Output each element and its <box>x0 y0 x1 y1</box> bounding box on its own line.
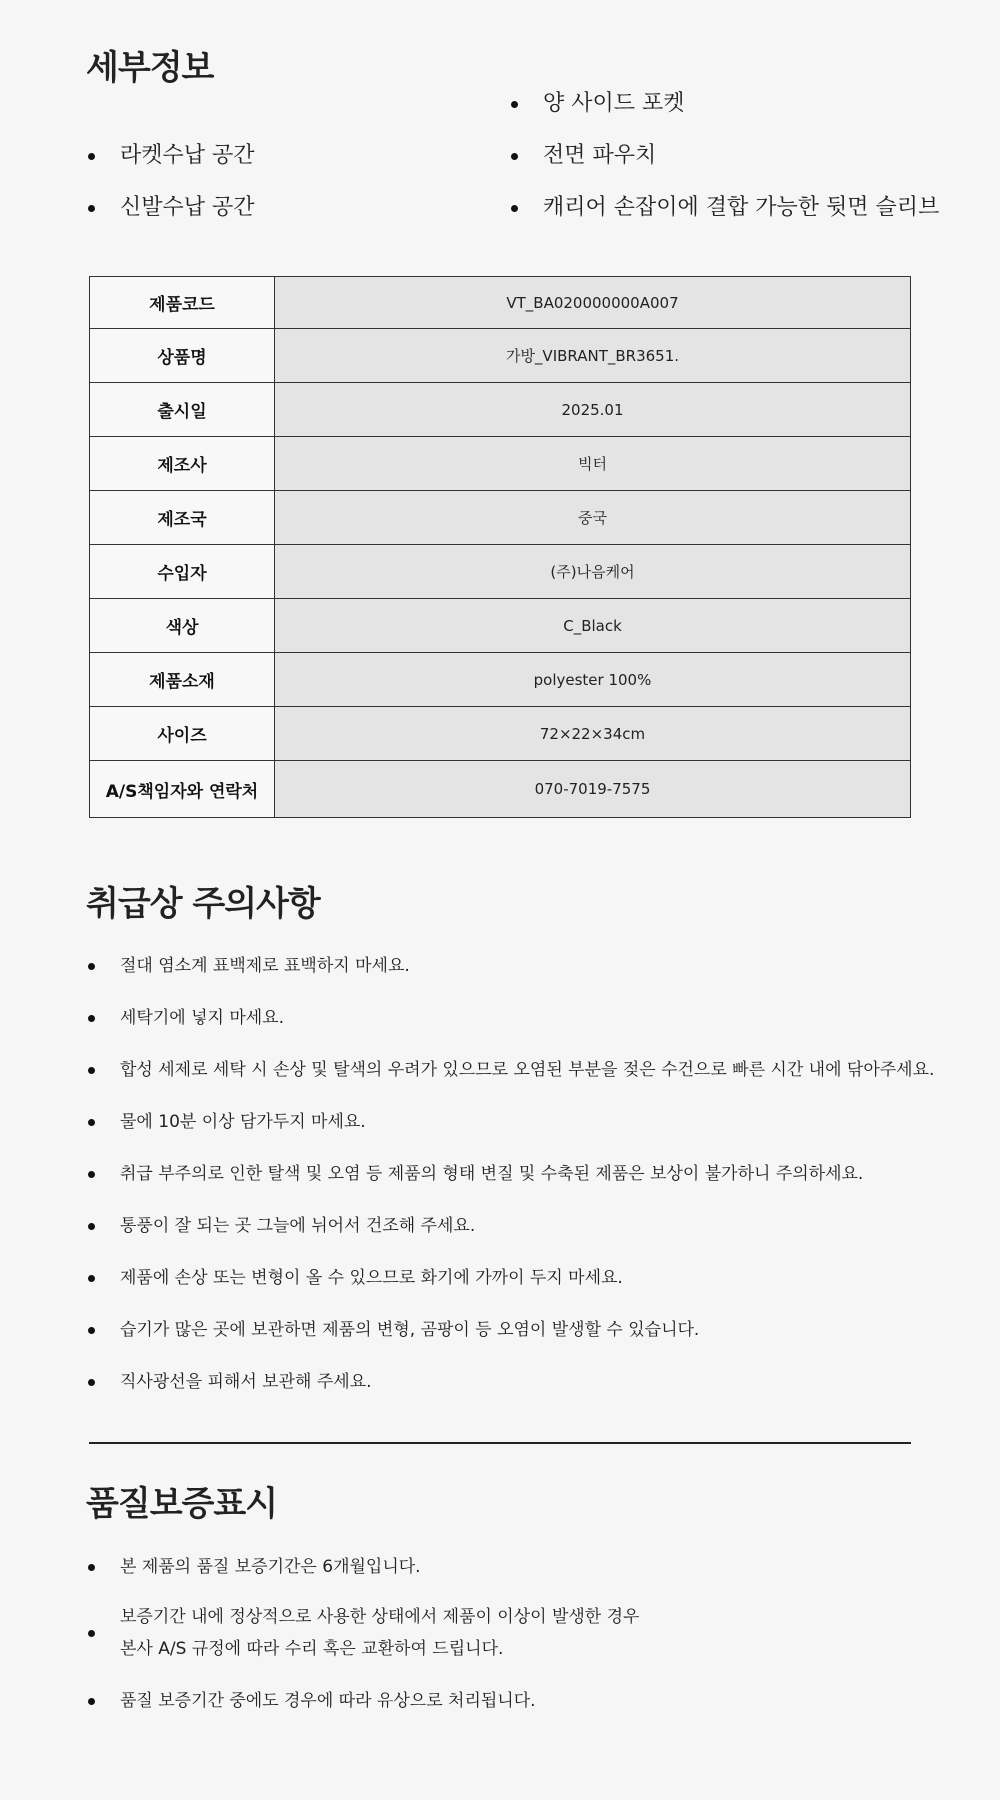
spec-value: 2025.01 <box>275 383 911 437</box>
list-item: 세탁기에 넣지 마세요. <box>86 992 934 1044</box>
list-item: 절대 염소계 표백제로 표백하지 마세요. <box>86 940 934 992</box>
spec-label: 사이즈 <box>90 707 275 761</box>
list-item: 습기가 많은 곳에 보관하면 제품의 변형, 곰팡이 등 오염이 발생할 수 있습니다. <box>86 1304 934 1356</box>
warranty-list <box>86 1553 639 1715</box>
list-item: 물에 10분 이상 담가두지 마세요. <box>86 1096 934 1148</box>
details-list-left <box>86 130 255 234</box>
spec-label: 제조사 <box>90 437 275 491</box>
table-row <box>90 329 911 383</box>
spec-label: 색상 <box>90 599 275 653</box>
warranty-title: 품질보증표시 <box>86 1484 278 1524</box>
care-title: 취급상 주의사항 <box>86 884 320 924</box>
list-item: 통풍이 잘 되는 곳 그늘에 뉘어서 건조해 주세요. <box>86 1200 934 1252</box>
warranty-text-line2: 본사 A/S 규정에 따라 수리 혹은 교환하여 드립니다. <box>120 1639 504 1659</box>
list-item <box>86 1553 639 1581</box>
spec-value: VT_BA020000000A007 <box>275 277 911 329</box>
list-item: 캐리어 손잡이에 결합 가능한 뒷면 슬리브 <box>509 182 939 234</box>
table-row <box>90 761 911 818</box>
spec-value: 빅터 <box>275 437 911 491</box>
table-row <box>90 277 911 329</box>
table-row <box>90 491 911 545</box>
warranty-text-line1: 보증기간 내에 정상적으로 사용한 상태에서 제품이 이상이 발생한 경우 <box>120 1607 640 1627</box>
table-row <box>90 545 911 599</box>
table-row <box>90 653 911 707</box>
list-item: 제품에 손상 또는 변형이 올 수 있으므로 화기에 가까이 두지 마세요. <box>86 1252 934 1304</box>
spec-value: 72×22×34cm <box>275 707 911 761</box>
spec-value: 중국 <box>275 491 911 545</box>
spec-label: 제조국 <box>90 491 275 545</box>
spec-table <box>89 276 911 818</box>
spec-label: 제품소재 <box>90 653 275 707</box>
list-item: 합성 세제로 세탁 시 손상 및 탈색의 우려가 있으므로 오염된 부분을 젖은 수건으로 빠른 시간 내에 닦아주세요. <box>86 1044 934 1096</box>
table-row <box>90 707 911 761</box>
warranty-text: 본 제품의 품질 보증기간은 6개월입니다. <box>120 1557 421 1577</box>
spec-value: (주)나음케어 <box>275 545 911 599</box>
list-item: 라켓수납 공간 <box>86 130 255 182</box>
spec-value: 가방_VIBRANT_BR3651. <box>275 329 911 383</box>
warranty-text: 품질 보증기간 중에도 경우에 따라 유상으로 처리됩니다. <box>120 1691 536 1711</box>
spec-label: 제품코드 <box>90 277 275 329</box>
spec-value: polyester 100% <box>275 653 911 707</box>
spec-label: 수입자 <box>90 545 275 599</box>
details-list-right <box>509 78 939 234</box>
spec-label: A/S책임자와 연락처 <box>90 761 275 818</box>
list-item: 양 사이드 포켓 <box>509 78 939 130</box>
spec-label: 상품명 <box>90 329 275 383</box>
table-row <box>90 437 911 491</box>
spec-value: 070-7019-7575 <box>275 761 911 818</box>
list-item: 취급 부주의로 인한 탈색 및 오염 등 제품의 형태 변질 및 수축된 제품은 보상이 불가하니 주의하세요. <box>86 1148 934 1200</box>
table-row <box>90 383 911 437</box>
section-divider <box>89 1442 911 1444</box>
care-list <box>86 940 934 1408</box>
list-item: 신발수납 공간 <box>86 182 255 234</box>
details-title: 세부정보 <box>86 48 214 88</box>
list-item: 직사광선을 피해서 보관해 주세요. <box>86 1356 934 1408</box>
list-item: 전면 파우치 <box>509 130 939 182</box>
spec-label: 출시일 <box>90 383 275 437</box>
table-row <box>90 599 911 653</box>
list-item <box>86 1601 639 1665</box>
list-item <box>86 1687 639 1715</box>
spec-value: C_Black <box>275 599 911 653</box>
